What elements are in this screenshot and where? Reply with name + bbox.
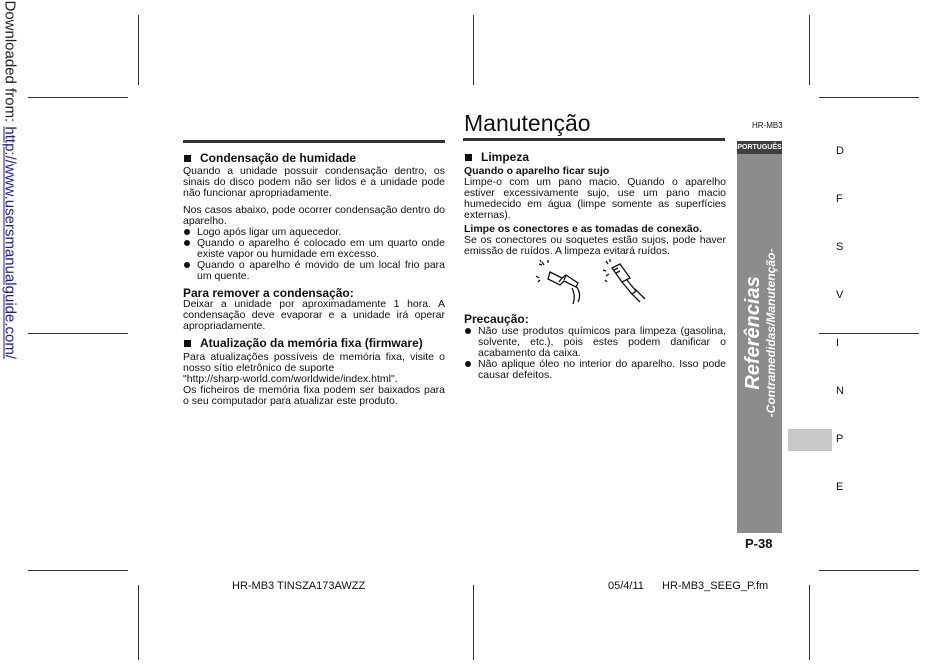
bullet-dot-icon (465, 361, 471, 367)
watermark-link[interactable]: http://www.usersmanualguide.com/ (1, 126, 19, 360)
firmware-paragraph-1: Para atualizações possíveis de memória fixa, visite o nosso sítio eletrônico de suporte (183, 351, 445, 374)
firmware-paragraph-2: Os ficheiros de memória fixa podem ser baixados para o seu computador para atualizar este produto. (183, 384, 445, 407)
connector-plug-icon (600, 256, 652, 311)
list-item: Quando o aparelho é movido de um local frio para um quente. (183, 260, 445, 282)
condensation-paragraph-2: Nos casos abaixo, pode ocorrer condensação dentro do aparelho. (183, 204, 445, 227)
crop-mark (28, 570, 128, 571)
crop-mark (473, 585, 474, 660)
list-item: Não aplique óleo no interior do aparelho. Isso pode causar defeitos. (464, 359, 726, 381)
crop-mark (138, 585, 139, 660)
language-letter-s[interactable]: S (836, 241, 844, 253)
language-letter-e[interactable]: E (836, 481, 844, 493)
language-letter-v[interactable]: V (836, 289, 844, 301)
bullet-dot-icon (184, 262, 190, 268)
section-subtitle: -Contramedidas/Manutenção- (764, 248, 778, 418)
bullet-dot-icon (465, 328, 471, 334)
caution-section (464, 314, 726, 381)
left-column (183, 153, 445, 407)
connectors-heading: Limpe os conectores e as tomadas de conexão. (464, 223, 703, 235)
list-item: Não use produtos químicos para limpeza (gasolina, solvente, etc.), pois estes podem danificar o acabamento da caixa. (464, 326, 726, 359)
firmware-url: "http://sharp-world.com/worldwide/index.html". (183, 373, 398, 385)
language-letter-f[interactable]: F (836, 193, 843, 205)
condensation-paragraph-1: Quando a unidade possuir condensação dentro, os sinais do disco podem não ser lidos e a unidade pode não funcionar apropriadamente. (183, 165, 445, 199)
footer-filename: HR-MB3_SEEG_P.fm (662, 580, 769, 592)
crop-mark (809, 15, 810, 85)
bullet-dot-icon (184, 240, 190, 246)
square-bullet-icon (465, 154, 472, 161)
cleaning-heading: Limpeza (464, 152, 726, 163)
crop-mark (28, 97, 128, 98)
model-label: HR-MB3 (752, 121, 783, 130)
left-column-rule (183, 140, 445, 143)
firmware-heading: Atualização da memória fixa (firmware) (183, 338, 445, 349)
right-column-rule (463, 138, 725, 141)
crop-mark (473, 15, 474, 85)
caution-heading: Precaução: (464, 312, 529, 326)
plug-jack-icon (532, 256, 588, 311)
crop-mark (819, 97, 919, 98)
remove-condensation-text: Deixar a unidade por aproximadamente 1 hora. A condensação deve evaporar e a unidade irá operar apropriadamente. (183, 298, 445, 332)
footer-date: 05/4/11 (608, 580, 644, 592)
language-letter-i[interactable]: I (836, 337, 840, 349)
page-number: P-38 (745, 536, 773, 551)
square-bullet-icon (184, 340, 191, 347)
watermark-prefix: Downloaded from: (1, 0, 19, 127)
remove-condensation-heading: Para remover a condensação: (183, 286, 354, 300)
crop-mark (819, 570, 919, 571)
section-title: Referências (742, 276, 764, 390)
list-item: Quando o aparelho é colocado em um quarto onde existe vapor ou humidade em excesso. (183, 238, 445, 260)
active-language-highlight (788, 429, 832, 451)
dirty-text: Limpe-o com um pano macio. Quando o aparelho estiver excessivamente sujo, use um pano macio humedecido em água (limpe somente as superfícies externas). (464, 176, 726, 221)
page-title: Manutenção (464, 110, 591, 136)
square-bullet-icon (184, 155, 191, 162)
download-watermark (1, 0, 19, 360)
crop-mark (28, 333, 128, 334)
section-title-vertical (742, 133, 778, 533)
language-letter-p[interactable]: P (836, 433, 844, 445)
crop-mark (819, 333, 919, 334)
condensation-heading: Condensação de humidade (183, 153, 445, 164)
crop-mark (138, 15, 139, 85)
footer-model-code: HR-MB3 TINSZA173AWZZ (232, 580, 366, 592)
language-letter-n[interactable]: N (836, 385, 844, 397)
crop-mark (809, 585, 810, 660)
connectors-text: Se os conectores ou soquetes estão sujos, pode haver emissão de ruídos. A limpeza evitará ruídos. (464, 234, 726, 257)
bullet-dot-icon (184, 229, 190, 235)
language-tag: PORTUGUÊS (737, 141, 782, 154)
dirty-heading: Quando o aparelho ficar sujo (464, 165, 610, 177)
right-column (464, 152, 726, 257)
list-item: Logo após ligar um aquecedor. (183, 227, 445, 238)
language-letter-d[interactable]: D (836, 145, 844, 157)
